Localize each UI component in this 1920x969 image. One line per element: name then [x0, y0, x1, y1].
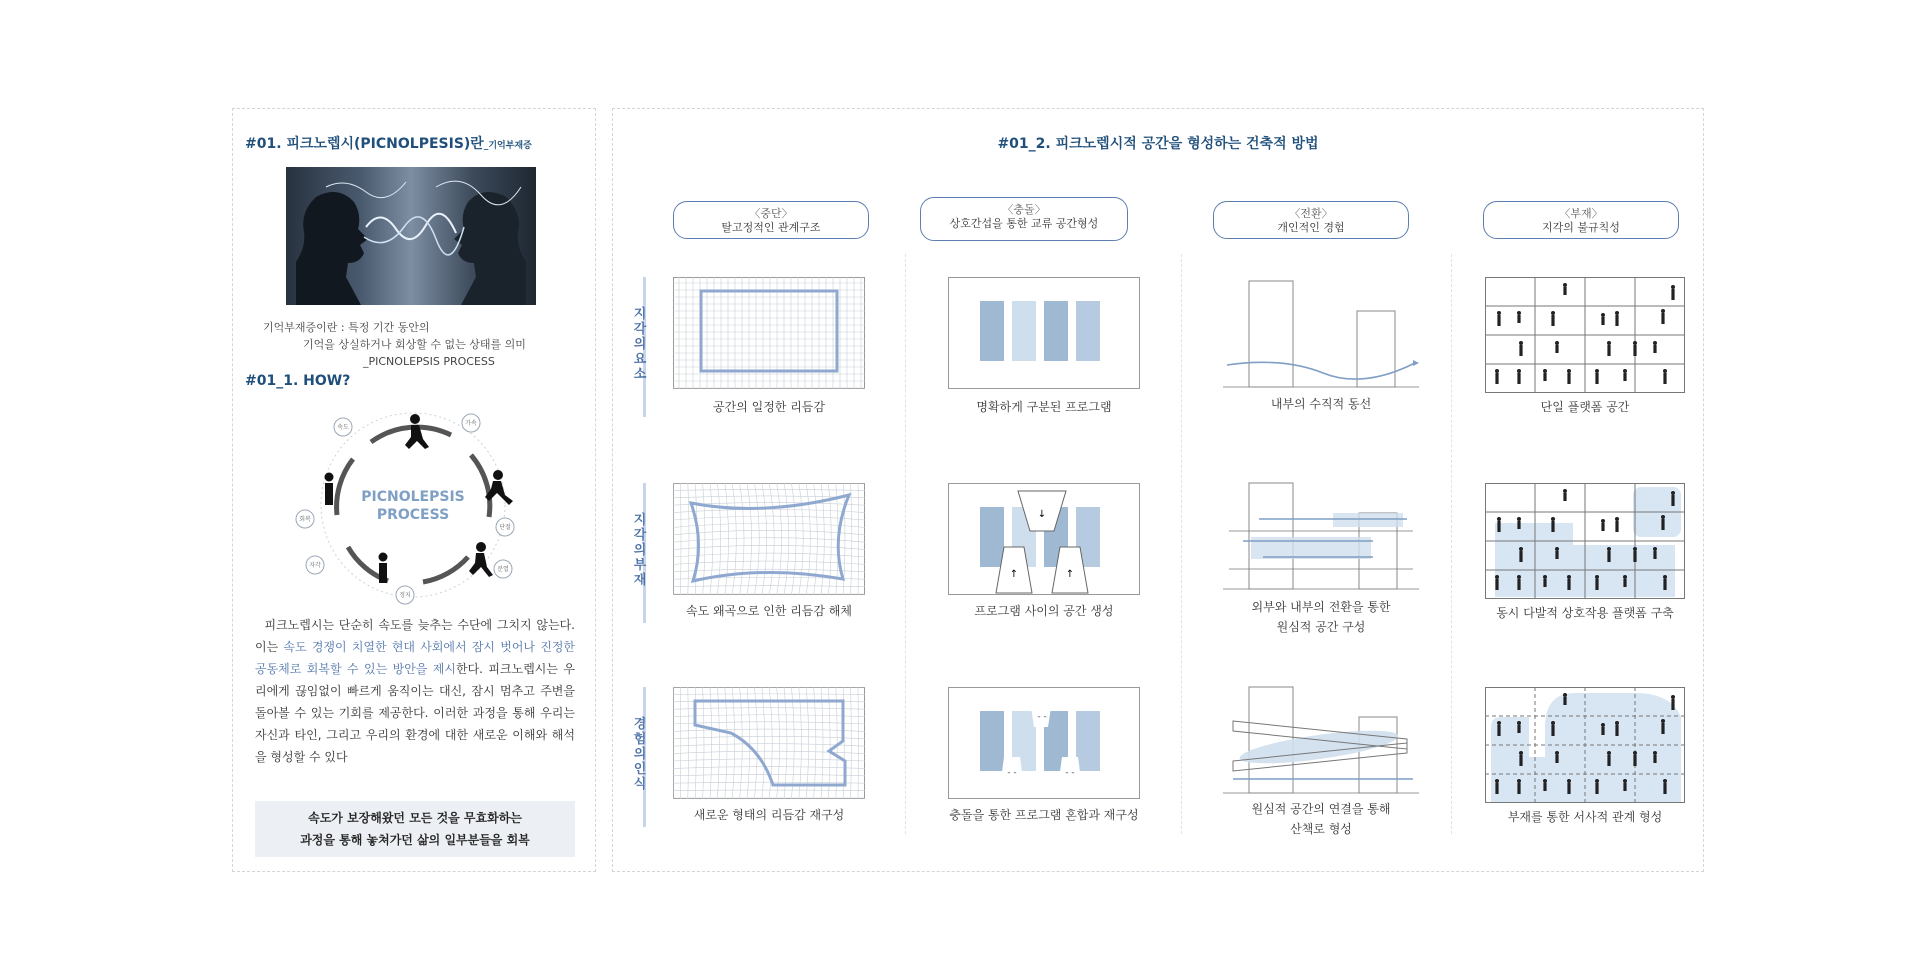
column-header-absence: 〈부재〉 지각의 불규칙성	[1483, 201, 1679, 239]
row-label-experience: 경험의 인식	[633, 717, 647, 792]
svg-text:- -: - -	[1007, 768, 1017, 778]
section-title-how: #01_1. HOW?	[245, 373, 351, 389]
bubble-1: 속도	[337, 424, 349, 431]
left-panel	[232, 108, 596, 872]
body-paragraph: 피크노렙시는 단순히 속도를 늦추는 수단에 그치지 않는다. 이는 속도 경쟁이 치열한 현대 사회에서 잠시 벗어나 진정한 공동체로 회복할 수 있는 방안을 제시한다. 피크노렙시는 우리에게 끊임없이 빠르게 움직이는 대신, 잠시 멈추고 주변을 돌아볼 수 있는 기회를 제공한다. 이러한 과정을 통해 우리는 자신과 타인, 그리고 우리의 환경에 대한 새로운 이해와 해석을 형성할 수 있다	[255, 618, 576, 764]
column-divider	[1181, 254, 1182, 834]
caption: 외부와 내부의 전환을 통한 원심적 공간 구성	[1251, 600, 1391, 634]
right-panel	[612, 108, 1704, 872]
diagram-simultaneous-platform	[1485, 483, 1685, 599]
caption: 동시 다발적 상호작용 플랫폼 구축	[1496, 606, 1674, 620]
section-title-01: #01. 피크노렙시(PICNOLPESIS)란_기억부재증	[245, 136, 532, 152]
caption: 공간의 일정한 리듬감	[713, 400, 825, 414]
caption: 원심적 공간의 연결을 통해 산책로 형성	[1251, 802, 1391, 836]
column-header-transition: 〈전환〉 개인적인 경험	[1213, 201, 1409, 239]
diagram-distorted-grid	[673, 483, 865, 595]
diagram-promenade	[1223, 683, 1419, 795]
caption: 프로그램 사이의 공간 생성	[974, 604, 1114, 618]
column-header-collision: 〈충돌〉 상호간섭을 통한 교류 공간형성	[920, 197, 1128, 241]
faces-image	[286, 167, 536, 305]
row-label-elements: 지각의 요소	[633, 307, 647, 382]
column-divider	[905, 254, 906, 834]
caption: 내부의 수직적 동선	[1270, 397, 1372, 411]
svg-text:- -: - -	[1065, 768, 1075, 778]
caption: 명확하게 구분된 프로그램	[976, 400, 1112, 414]
bubble-2: 가속	[465, 420, 477, 427]
svg-text:↑: ↑	[1009, 569, 1019, 580]
row-label-absence: 지각의 부재	[633, 513, 647, 588]
diagram-inside-outside-transition	[1223, 479, 1419, 591]
diagram-regular-grid	[673, 277, 865, 389]
cycle-center-1: PICNOLEPSIS	[361, 489, 465, 505]
summary-callout: 속도가 보장해왔던 모든 것을 무효화하는 과정을 통해 놓쳐가던 삶의 일부분들을 회복	[255, 801, 575, 857]
section-title-01-2: #01_2. 피크노렙시적 공간을 형성하는 건축적 방법	[997, 136, 1319, 152]
caption: 단일 플랫폼 공간	[1540, 400, 1630, 414]
column-divider	[1451, 254, 1452, 834]
svg-text:↓: ↓	[1037, 509, 1047, 520]
diagram-single-platform	[1485, 277, 1685, 393]
definition-line-2: 기억을 상실하거나 회상할 수 없는 상태를 의미	[303, 338, 526, 351]
cycle-center-2: PROCESS	[376, 507, 450, 523]
caption: 속도 왜곡으로 인한 리듬감 해체	[686, 604, 852, 618]
column-header-interruption: 〈중단〉 탈고정적인 관계구조	[673, 201, 869, 239]
definition-line-3: _PICNOLEPSIS PROCESS	[363, 355, 495, 368]
body-highlight: 속도 경쟁이 치열한 현대 사회에서 잠시 벗어나 진정한 공동체로 회복할 수 있는 방안을 제시	[255, 640, 576, 676]
diagram-divided-program	[948, 277, 1140, 389]
bubble-3: 단절	[499, 524, 511, 531]
picnolepsis-cycle-diagram	[293, 397, 533, 612]
definition-line-1: 기억부재증이란 : 특정 기간 동안의	[263, 321, 430, 334]
caption: 충돌을 통한 프로그램 혼합과 재구성	[949, 808, 1139, 822]
svg-text:↑: ↑	[1065, 569, 1075, 580]
diagram-reconstructed-rhythm	[673, 687, 865, 799]
diagram-space-between-programs	[948, 483, 1140, 595]
caption: 부재를 통한 서사적 관계 형성	[1507, 810, 1663, 824]
caption: 새로운 형태의 리듬감 재구성	[693, 808, 845, 822]
bubble-5: 정지	[399, 592, 411, 599]
diagram-narrative-relation	[1485, 687, 1685, 803]
svg-text:- -: - -	[1037, 712, 1047, 722]
bubble-7: 자각	[309, 562, 321, 569]
bubble-6: 회복	[299, 516, 311, 523]
diagram-program-mixing	[948, 687, 1140, 799]
bubble-4: 분열	[497, 566, 509, 573]
diagram-vertical-circulation	[1223, 277, 1419, 389]
